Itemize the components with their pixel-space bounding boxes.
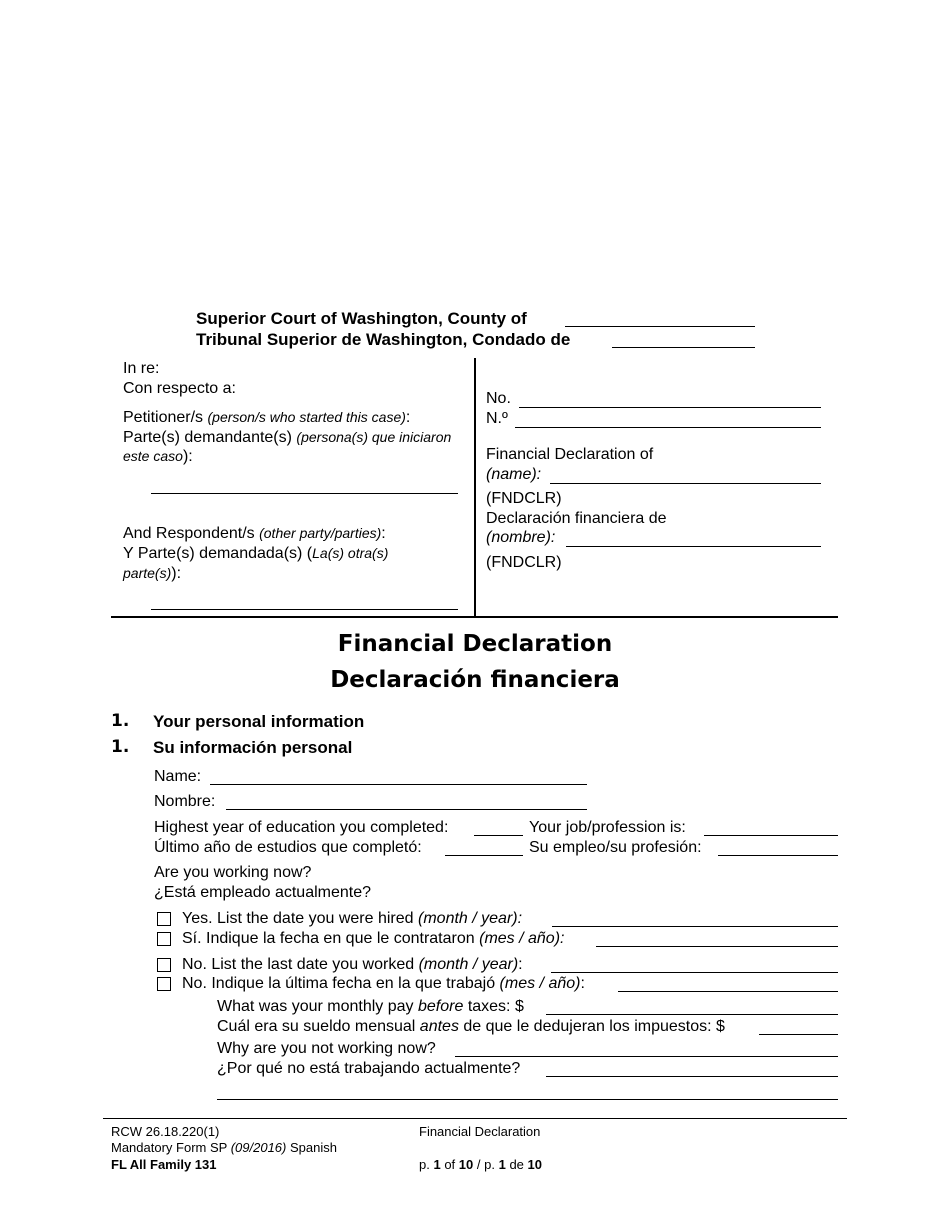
form-code-2: (FNDCLR) (486, 554, 562, 571)
case-no-label-es: N.º (486, 410, 508, 427)
con-respecto-label: Con respecto a: (123, 380, 236, 397)
working-question-es: ¿Está empleado actualmente? (154, 884, 372, 901)
name-label-en: (name): (486, 466, 542, 483)
county-field-es[interactable] (612, 347, 755, 348)
respondent-label-es-cont: parte(s)): (123, 565, 182, 582)
why-label-es: ¿Por qué no está trabajando actualmente? (217, 1060, 521, 1077)
why-field-extra-line[interactable] (217, 1099, 838, 1100)
footer-rule (103, 1118, 847, 1119)
nombre-field[interactable] (226, 809, 587, 810)
footer-rcw: RCW 26.18.220(1) (111, 1124, 220, 1139)
declarant-name-field-es[interactable] (566, 546, 821, 547)
respondent-label-en: And Respondent/s (other party/parties): (123, 525, 386, 542)
yes-checkbox-en[interactable] (157, 912, 171, 926)
respondent-name-field[interactable] (151, 609, 458, 610)
why-label-en: Why are you not working now? (217, 1040, 436, 1057)
why-field-en[interactable] (455, 1056, 838, 1057)
petitioner-label-es: Parte(s) demandante(s) (persona(s) que iniciaron (123, 429, 452, 446)
footer-form-id: FL All Family 131 (111, 1157, 217, 1172)
county-field-en[interactable] (565, 326, 755, 327)
case-number-field-en[interactable] (519, 407, 821, 408)
hire-date-field-es[interactable] (596, 946, 838, 947)
no-label-en: No. List the last date you worked (month / year): (182, 956, 523, 973)
working-question-en: Are you working now? (154, 864, 312, 881)
fd-es-label: Declaración financiera de (486, 510, 667, 527)
petitioner-label-en: Petitioner/s (person/s who started this case): (123, 409, 411, 426)
job-label-es: Su empleo/su profesión: (529, 839, 702, 856)
education-field-es[interactable] (445, 855, 523, 856)
hire-date-field-en[interactable] (552, 926, 838, 927)
footer-doc-title: Financial Declaration (419, 1124, 541, 1139)
last-worked-field-en[interactable] (551, 972, 838, 973)
footer-page-number: p. 1 of 10 / p. 1 de 10 (419, 1157, 543, 1172)
case-number-field-es[interactable] (515, 427, 821, 428)
job-field-en[interactable] (704, 835, 838, 836)
case-no-label-en: No. (486, 390, 511, 407)
declarant-name-field-en[interactable] (550, 483, 821, 484)
form-code-1: (FNDCLR) (486, 490, 562, 507)
court-line-en: Superior Court of Washington, County of (196, 309, 527, 328)
monthly-pay-field-es[interactable] (759, 1034, 838, 1035)
document-title-es: Declaración financiera (330, 667, 620, 693)
petitioner-name-field[interactable] (151, 493, 458, 494)
no-checkbox-en[interactable] (157, 958, 171, 972)
job-label-en: Your job/profession is: (529, 819, 686, 836)
name-field[interactable] (210, 784, 587, 785)
pay-label-en: What was your monthly pay before taxes: $ (217, 998, 524, 1015)
no-label-es: No. Indique la última fecha en la que trabajó (mes / año): (182, 975, 585, 992)
why-field-es[interactable] (546, 1076, 838, 1077)
yes-label-en: Yes. List the date you were hired (month / year): (182, 910, 523, 927)
court-line-es: Tribunal Superior de Washington, Condado de (196, 330, 571, 349)
no-checkbox-es[interactable] (157, 977, 171, 991)
education-field-en[interactable] (474, 835, 523, 836)
caption-vertical-divider (474, 358, 476, 616)
monthly-pay-field-en[interactable] (546, 1014, 838, 1015)
education-label-en: Highest year of education you completed: (154, 819, 449, 836)
petitioner-label-es-cont: este caso): (123, 448, 193, 465)
section-title-es: Su información personal (153, 738, 353, 757)
name-label: Name: (154, 768, 202, 785)
nombre-label: Nombre: (154, 793, 216, 810)
respondent-label-es: Y Parte(s) demandada(s) (La(s) otra(s) (123, 545, 389, 562)
section-title-en: Your personal information (153, 712, 365, 731)
section-number-en: 1. (111, 711, 130, 731)
section-number-es: 1. (111, 737, 130, 757)
last-worked-field-es[interactable] (618, 991, 838, 992)
document-title-en: Financial Declaration (337, 631, 613, 657)
in-re-label: In re: (123, 360, 160, 377)
education-label-es: Último año de estudios que completó: (154, 839, 422, 856)
job-field-es[interactable] (718, 855, 838, 856)
yes-checkbox-es[interactable] (157, 932, 171, 946)
caption-bottom-rule (111, 616, 838, 618)
footer-mandatory: Mandatory Form SP (09/2016) Spanish (111, 1140, 337, 1155)
fd-of-label: Financial Declaration of (486, 446, 654, 463)
pay-label-es: Cuál era su sueldo mensual antes de que le dedujeran los impuestos: $ (217, 1018, 725, 1035)
yes-label-es: Sí. Indique la fecha en que le contrataron (mes / año): (182, 930, 565, 947)
name-label-es: (nombre): (486, 529, 556, 546)
